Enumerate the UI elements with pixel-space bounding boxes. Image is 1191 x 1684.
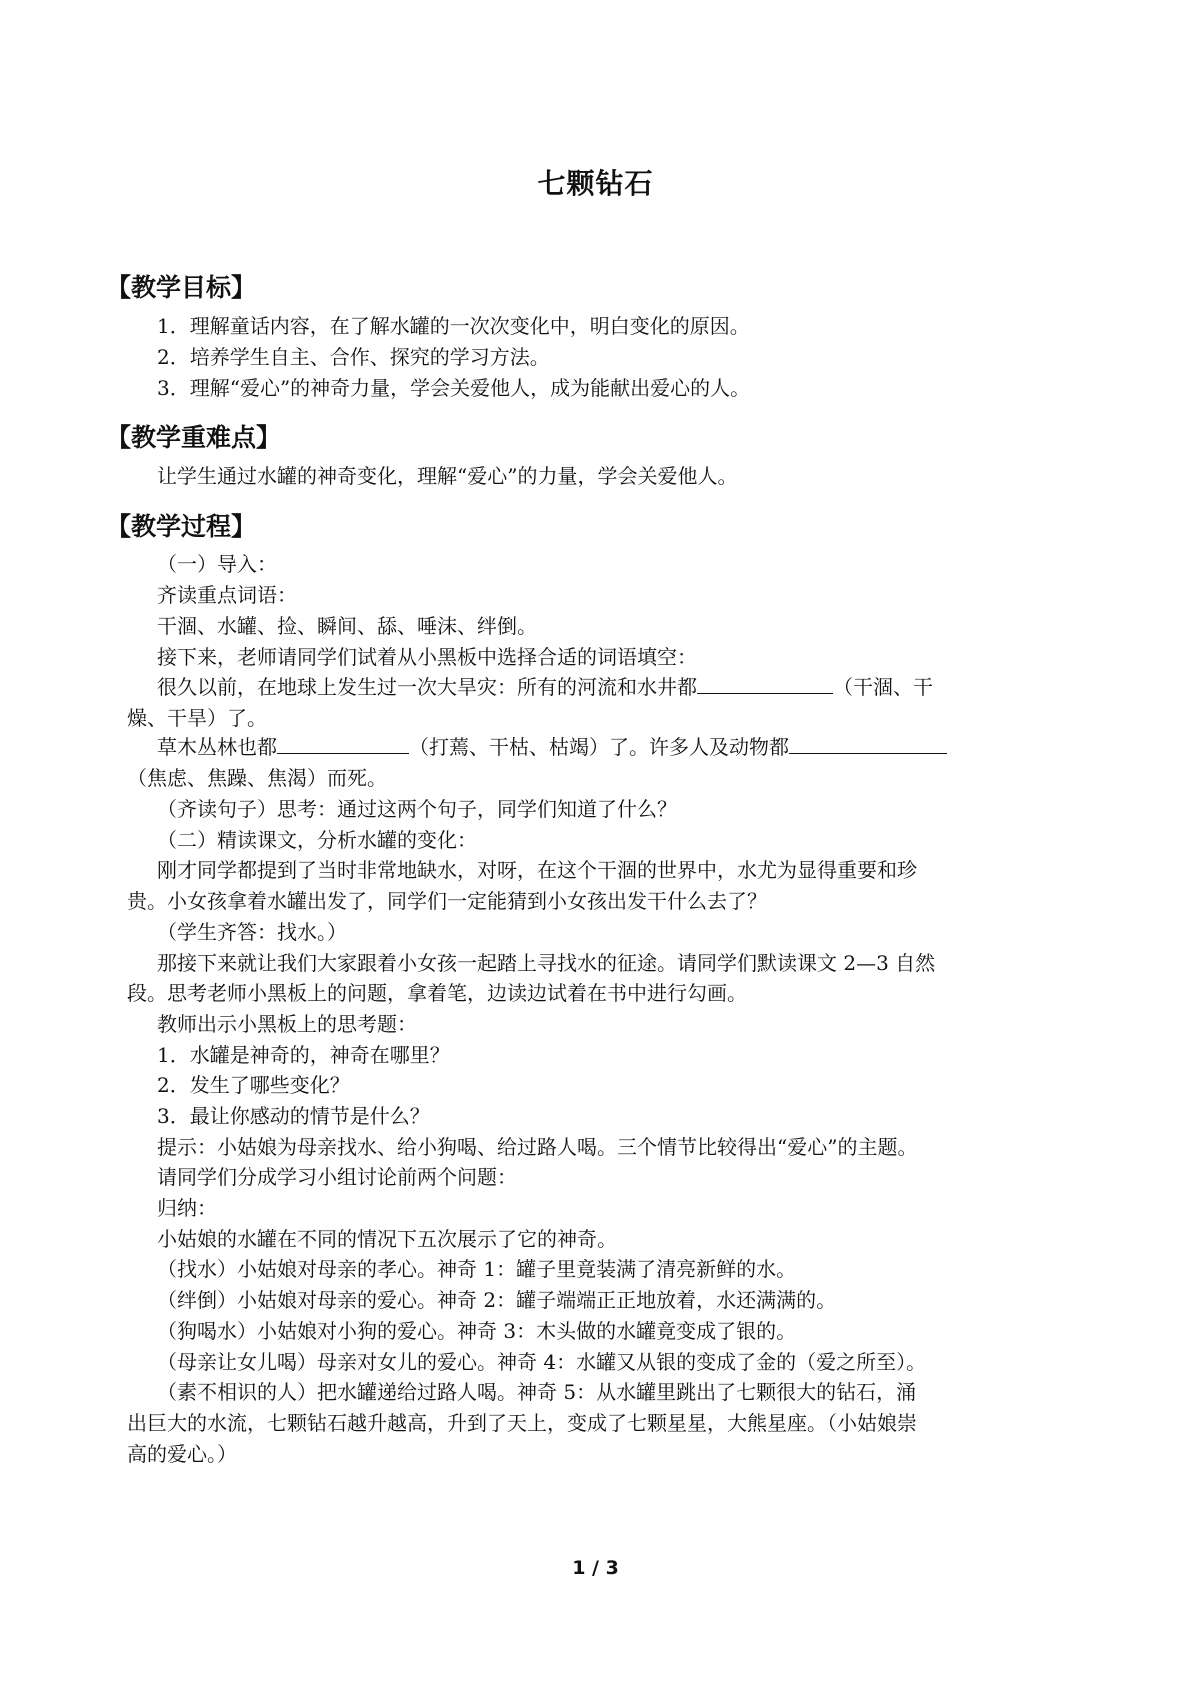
fill-blank [789, 733, 947, 754]
process-line: 齐读重点词语： [157, 583, 297, 607]
process-line: 2．发生了哪些变化？ [157, 1073, 350, 1097]
process-line: （绊倒）小姑娘对母亲的爱心。神奇 2：罐子端端正正地放着，水还满满的。 [157, 1288, 837, 1312]
process-line: 段。思考老师小黑板上的问题，拿着笔，边读边试着在书中进行勾画。 [127, 981, 747, 1005]
process-line: （二）精读课文，分析水罐的变化： [157, 828, 477, 852]
process-line: 刚才同学都提到了当时非常地缺水，对呀，在这个干涸的世界中，水尤为显得重要和珍 [157, 858, 917, 882]
fill-blank-options: （干涸、干 [833, 675, 933, 699]
process-line: （素不相识的人）把水罐递给过路人喝。神奇 5：从水罐里跳出了七颗很大的钻石，涌 [157, 1380, 917, 1404]
process-line: 燥、干旱）了。 [127, 706, 267, 730]
keypoints-text: 让学生通过水罐的神奇变化，理解“爱心”的力量，学会关爱他人。 [157, 464, 738, 488]
fill-blank [277, 733, 409, 754]
process-line: 提示：小姑娘为母亲找水、给小狗喝、给过路人喝。三个情节比较得出“爱心”的主题。 [157, 1135, 918, 1159]
process-line: 1．水罐是神奇的，神奇在哪里？ [157, 1043, 450, 1067]
section-heading-process: 【教学过程】 [106, 512, 257, 541]
process-line: （齐读句子）思考：通过这两个句子，同学们知道了什么？ [157, 797, 677, 821]
section-heading-keypoints: 【教学重难点】 [106, 423, 282, 452]
fill-blank [697, 673, 833, 694]
process-line: 高的爱心。） [127, 1442, 237, 1466]
process-line: 3．最让你感动的情节是什么？ [157, 1104, 430, 1128]
fill-blank-text: 很久以前，在地球上发生过一次大旱灾：所有的河流和水井都 [157, 675, 697, 699]
fill-blank-text: 草木丛林也都 [157, 735, 277, 759]
process-line: （学生齐答：找水。） [157, 920, 347, 944]
goal-item: 2．培养学生自主、合作、探究的学习方法。 [157, 345, 550, 369]
process-line: （找水）小姑娘对母亲的孝心。神奇 1：罐子里竟装满了清亮新鲜的水。 [157, 1257, 797, 1281]
process-line: （焦虑、焦躁、焦渴）而死。 [127, 766, 387, 790]
goal-item: 1．理解童话内容，在了解水罐的一次次变化中，明白变化的原因。 [157, 314, 750, 338]
process-line: 接下来，老师请同学们试着从小黑板中选择合适的词语填空： [157, 645, 697, 669]
process-line: 请同学们分成学习小组讨论前两个问题： [157, 1165, 517, 1189]
fill-blank-line [157, 731, 947, 763]
process-line: 那接下来就让我们大家跟着小女孩一起踏上寻找水的征途。请同学们默读课文 2—3 自然 [157, 951, 936, 975]
process-line: 干涸、水罐、捡、瞬间、舔、唾沫、绊倒。 [157, 614, 537, 638]
section-heading-goals: 【教学目标】 [106, 273, 257, 302]
process-line: （狗喝水）小姑娘对小狗的爱心。神奇 3：木头做的水罐竟变成了银的。 [157, 1319, 797, 1343]
process-line: （一）导入： [157, 552, 277, 576]
process-line: 出巨大的水流，七颗钻石越升越高，升到了天上，变成了七颗星星，大熊星座。（小姑娘崇 [127, 1411, 917, 1435]
process-line: 贵。小女孩拿着水罐出发了，同学们一定能猜到小女孩出发干什么去了？ [127, 889, 767, 913]
process-line: 归纳： [157, 1196, 217, 1220]
fill-blank-options: （打蔫、干枯、枯竭）了。许多人及动物都 [409, 735, 789, 759]
page-number: 1 / 3 [572, 1557, 619, 1579]
process-line: 教师出示小黑板上的思考题： [157, 1012, 417, 1036]
page-title: 七颗钻石 [537, 167, 654, 200]
process-line: （母亲让女儿喝）母亲对女儿的爱心。神奇 4：水罐又从银的变成了金的（爱之所至）。 [157, 1350, 927, 1374]
fill-blank-line [157, 671, 933, 703]
goal-item: 3．理解“爱心”的神奇力量，学会关爱他人，成为能献出爱心的人。 [157, 376, 751, 400]
process-line: 小姑娘的水罐在不同的情况下五次展示了它的神奇。 [157, 1227, 617, 1251]
